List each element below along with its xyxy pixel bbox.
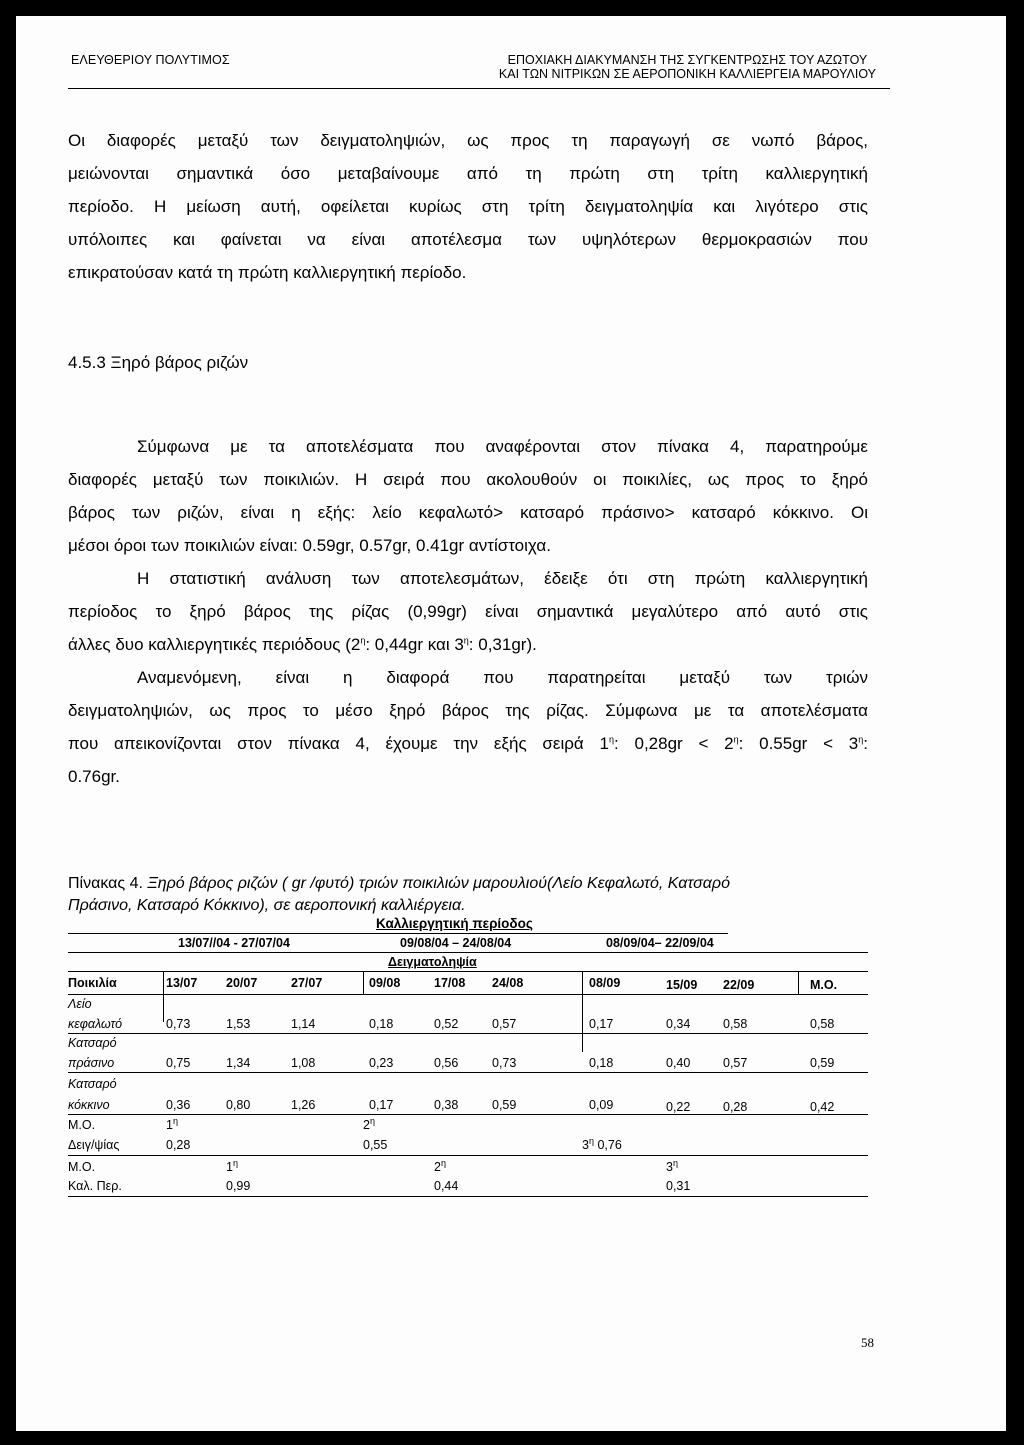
cell: 0,57 (492, 1017, 517, 1031)
period-mean-ordinal: $1^\eta$ (226, 1157, 238, 1174)
text-line: Οι διαφορές μεταξύ των δειγματοληψιών, ως προς τη παραγωγή σε νωπό βάρος, (68, 131, 868, 150)
header-title-line1: ΕΠΟΧΙΑΚΗ ΔΙΑΚΥΜΑΝΣΗ ΤΗΣ ΣΥΓΚΕΝΤΡΩΣΗΣ ΤΟΥ ΑΖΩΤΟΥ (507, 53, 868, 67)
period-range-1: 13/07//04 - 27/07/04 (178, 936, 290, 950)
text-line: περίοδο. Η μείωση αυτή, οφείλεται κυρίως στη τρίτη δειγματοληψία και λιγότερο στις (68, 197, 868, 216)
cell: 1,34 (226, 1056, 251, 1070)
period-mean-value: 0,44 (434, 1179, 459, 1193)
text-line: Η στατιστική ανάλυση των αποτελεσμάτων, έδειξε ότι στη πρώτη καλλιεργητική (137, 569, 868, 588)
text-line: 0.76gr. (68, 767, 120, 786)
cell: 0,22 (666, 1100, 691, 1114)
cell: 0,73 (166, 1017, 191, 1031)
period-mean-ordinal: $3^\eta$ (666, 1157, 678, 1174)
cell: 0,38 (434, 1098, 459, 1112)
period-range-3: 08/09/04– 22/09/04 (606, 936, 714, 950)
cell: 0,80 (226, 1098, 251, 1112)
samp-mean-value: 0,28 (166, 1138, 191, 1152)
row-label: πράσινο (68, 1056, 115, 1070)
row-label: κεφαλωτό (68, 1017, 123, 1031)
date-header: 08/09 (589, 976, 621, 990)
cell: 0,57 (723, 1056, 748, 1070)
samp-mean-ordinal: $2^\eta$ (363, 1115, 375, 1132)
text-line: άλλες δυο καλλιεργητικές περιόδους ($2^\eta$: 0,44gr και $3^\eta$: 0,31gr). (68, 635, 537, 654)
period-mean-value: 0,31 (666, 1179, 691, 1193)
table-rule (68, 1196, 868, 1197)
text-line: διαφορές μεταξύ των ποικιλιών. Η σειρά που ακολουθούν οι ποικιλίες, ως προς το ξηρό (68, 470, 868, 489)
period-mean-ordinal: $2^\eta$ (434, 1157, 446, 1174)
body-paragraph (68, 430, 868, 793)
intro-paragraph (68, 124, 868, 289)
text-line: μειώνονται σημαντικά όσο μεταβαίνουμε από τη πρώτη στη τρίτη καλλιεργητική (68, 164, 868, 183)
cell: 0,17 (369, 1098, 394, 1112)
cell: 0,17 (589, 1017, 614, 1031)
header-rule (68, 88, 890, 89)
date-header: 20/07 (226, 976, 258, 990)
table-rule (68, 1033, 868, 1034)
cell: 0,56 (434, 1056, 459, 1070)
date-header: 27/07 (291, 976, 323, 990)
cell: 0,18 (589, 1056, 614, 1070)
cell: 0,23 (369, 1056, 394, 1070)
date-header: 15/09 (666, 978, 698, 992)
cell: 0,09 (589, 1098, 614, 1112)
document-page (16, 16, 1006, 1431)
table-divider (798, 972, 799, 994)
header-title-line2: ΚΑΙ ΤΩΝ ΝΙΤΡΙΚΩΝ ΣΕ ΑΕΡΟΠΟΝΙΚΗ ΚΑΛΛΙΕΡΓΕΙΑ ΜΑΡΟΥΛΙΟΥ (498, 67, 876, 81)
variety-header: Ποικιλία (68, 976, 117, 990)
cell: 0,58 (810, 1017, 835, 1031)
period-title: Καλλιεργητική περίοδος (376, 916, 533, 931)
cell: 0,18 (369, 1017, 394, 1031)
cell: 0,40 (666, 1056, 691, 1070)
period-mean-label: Καλ. Περ. (68, 1179, 122, 1193)
samp-mean-value: 0,55 (363, 1138, 388, 1152)
cell: 0,36 (166, 1098, 191, 1112)
table-rule (68, 1155, 868, 1156)
table-rule (68, 994, 868, 995)
samp-mean-label: Μ.Ο. (68, 1118, 96, 1132)
cell: 1,08 (291, 1056, 316, 1070)
cell: 0,59 (810, 1056, 835, 1070)
cell: 0,34 (666, 1017, 691, 1031)
text-line: που απεικονίζονται στον πίνακα 4, έχουμε την εξής σειρά $1^\eta$: $0,28gr < 2^\eta$: $0.55gr < 3^\eta$: (68, 734, 868, 753)
cell: 0,75 (166, 1056, 191, 1070)
cell: 1,26 (291, 1098, 316, 1112)
text-line: περίοδος το ξηρό βάρος της ρίζας (0,99gr) είναι σημαντικά μεγαλύτερο από αυτό στις (68, 602, 868, 621)
text-line: υπόλοιπες και φαίνεται να είναι αποτέλεσμα των υψηλότερων θερμοκρασιών που (68, 230, 868, 249)
cell: 0,59 (492, 1098, 517, 1112)
date-header: 22/09 (723, 978, 755, 992)
header-title (499, 53, 876, 81)
table-rule (68, 952, 868, 953)
row-label: Κατσαρό (68, 1077, 117, 1091)
samp-mean-value: $3^\eta$ 0,76 (582, 1135, 622, 1152)
cell: 0,58 (723, 1017, 748, 1031)
text-line: Αναμενόμενη, είναι η διαφορά που παρατηρείται μεταξύ των τριών (137, 668, 868, 687)
period-mean-label: Μ.Ο. (68, 1160, 96, 1174)
text-line: βάρος των ριζών, είναι η εξής: λείο κεφαλωτό> κατσαρό πράσινο> κατσαρό κόκκινο. Οι (68, 503, 868, 522)
cell: 1,14 (291, 1017, 316, 1031)
text-line: Σύμφωνα με τα αποτελέσματα που αναφέρονται στον πίνακα 4, παρατηρούμε (137, 437, 868, 456)
table-divider (363, 972, 364, 994)
text-line: επικρατούσαν κατά τη πρώτη καλλιεργητική περίοδο. (68, 263, 467, 282)
table-caption (68, 873, 730, 917)
table-rule (68, 933, 728, 934)
period-range-2: 09/08/04 – 24/08/04 (400, 936, 512, 950)
samp-mean-ordinal: $1^\eta$ (166, 1115, 178, 1132)
cell: 0,73 (492, 1056, 517, 1070)
date-header: 13/07 (166, 976, 198, 990)
caption-label: Πίνακας 4. (68, 875, 143, 892)
page-number: 58 (861, 1335, 874, 1350)
section-heading: 4.5.3 Ξηρό βάρος ριζών (68, 353, 249, 372)
cell: 0,52 (434, 1017, 459, 1031)
header-author: ΕΛΕΥΘΕΡΙΟΥ ΠΟΛΥΤΙΜΟΣ (71, 53, 230, 67)
mean-header: Μ.Ο. (810, 978, 838, 992)
period-mean-value: 0,99 (226, 1179, 251, 1193)
caption-text-2: Πράσινο, Κατσαρό Κόκκινο), σε αεροπονική καλλιέργεια. (68, 897, 466, 914)
date-header: 17/08 (434, 976, 466, 990)
date-header: 09/08 (369, 976, 401, 990)
samp-mean-label: Δειγ/ψίας (68, 1138, 120, 1152)
row-label: Κατσαρό (68, 1036, 117, 1050)
row-label: κόκκινο (68, 1098, 110, 1112)
cell: 0,28 (723, 1100, 748, 1114)
cell: 0,42 (810, 1100, 835, 1114)
date-header: 24/08 (492, 976, 524, 990)
table-divider (582, 972, 583, 1052)
text-line: δειγματοληψιών, ως προς το μέσο ξηρό βάρος της ρίζας. Σύμφωνα με τα αποτελέσματα (68, 701, 868, 720)
table-rule (68, 1114, 868, 1115)
table-rule (68, 971, 868, 972)
caption-text-1: Ξηρό βάρος ριζών ( gr /φυτό) τριών ποικιλιών μαρουλιού(Λείο Κεφαλωτό, Κατσαρό (147, 875, 730, 892)
sampling-title: Δειγματοληψία (388, 955, 477, 969)
row-label: Λείο (68, 997, 92, 1011)
text-line: μέσοι όροι των ποικιλιών είναι: 0.59gr, 0.57gr, 0.41gr αντίστοιχα. (68, 536, 551, 555)
table-rule (68, 1072, 868, 1073)
cell: 1,53 (226, 1017, 251, 1031)
table-divider (163, 972, 164, 1022)
